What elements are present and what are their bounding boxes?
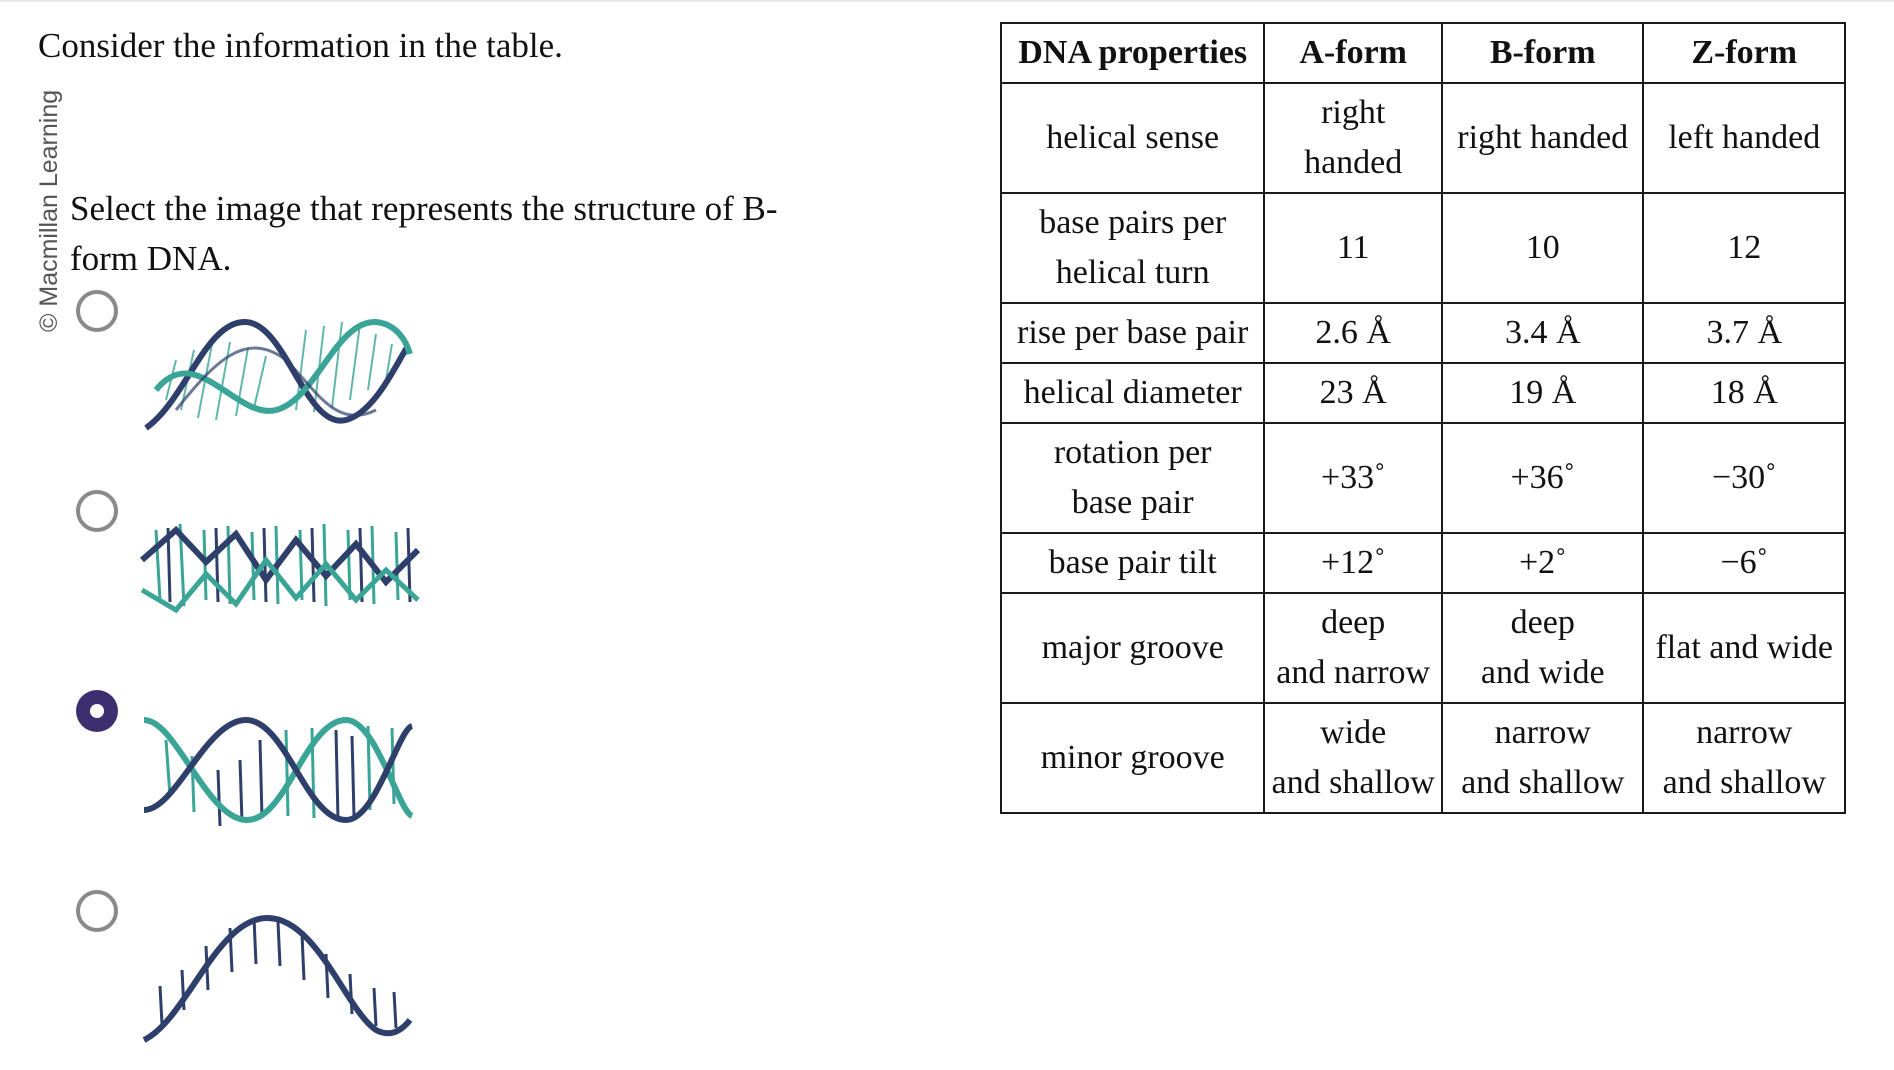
a-form-cell: 2.6 Å: [1264, 303, 1442, 363]
property-cell: minor groove: [1001, 703, 1264, 813]
dna-helix-b-form-image: [136, 700, 416, 850]
property-cell: rotation per base pair: [1001, 423, 1264, 533]
a-form-cell: +33˚: [1264, 423, 1442, 533]
property-cell: rise per base pair: [1001, 303, 1264, 363]
dna-properties-table: [1000, 22, 1846, 814]
header-b-form: B-form: [1442, 23, 1643, 83]
a-form-cell: +12˚: [1264, 533, 1442, 593]
property-cell: helical diameter: [1001, 363, 1264, 423]
answer-option-3[interactable]: [76, 690, 456, 870]
copyright-notice: © Macmillan Learning: [35, 89, 63, 332]
header-a-form: A-form: [1264, 23, 1442, 83]
z-form-cell: −6˚: [1643, 533, 1845, 593]
z-form-cell: left handed: [1643, 83, 1845, 193]
b-form-cell: 10: [1442, 193, 1643, 303]
b-form-cell: 19 Å: [1442, 363, 1643, 423]
top-divider: [0, 0, 1894, 2]
property-cell: major groove: [1001, 593, 1264, 703]
property-cell: helical sense: [1001, 83, 1264, 193]
a-form-cell: right handed: [1264, 83, 1442, 193]
dna-helix-a-form-image: [136, 300, 416, 450]
z-form-cell: 18 Å: [1643, 363, 1845, 423]
z-form-cell: flat and wide: [1643, 593, 1845, 703]
a-form-cell: deep and narrow: [1264, 593, 1442, 703]
header-z-form: Z-form: [1643, 23, 1845, 83]
answer-option-4[interactable]: [76, 890, 456, 1070]
radio-button-selected[interactable]: [76, 690, 118, 732]
table-row: [1001, 703, 1845, 813]
b-form-cell: +36˚: [1442, 423, 1643, 533]
radio-button[interactable]: [76, 890, 118, 932]
dna-single-strand-image: [136, 900, 416, 1050]
table-row: [1001, 193, 1845, 303]
table-row: [1001, 593, 1845, 703]
z-form-cell: 12: [1643, 193, 1845, 303]
a-form-cell: wide and shallow: [1264, 703, 1442, 813]
a-form-cell: 11: [1264, 193, 1442, 303]
z-form-cell: −30˚: [1643, 423, 1845, 533]
b-form-cell: 3.4 Å: [1442, 303, 1643, 363]
table-header-row: [1001, 23, 1845, 83]
answer-option-2[interactable]: [76, 490, 456, 670]
z-form-cell: 3.7 Å: [1643, 303, 1845, 363]
b-form-cell: +2˚: [1442, 533, 1643, 593]
table-row: [1001, 303, 1845, 363]
table-row: [1001, 423, 1845, 533]
b-form-cell: narrow and shallow: [1442, 703, 1643, 813]
header-dna-properties: DNA properties: [1001, 23, 1264, 83]
answer-option-1[interactable]: [76, 290, 456, 470]
property-cell: base pairs per helical turn: [1001, 193, 1264, 303]
question-prompt: Select the image that represents the structure of B-form DNA.: [70, 189, 778, 278]
b-form-cell: deep and wide: [1442, 593, 1643, 703]
b-form-cell: right handed: [1442, 83, 1643, 193]
property-cell: base pair tilt: [1001, 533, 1264, 593]
radio-button[interactable]: [76, 290, 118, 332]
a-form-cell: 23 Å: [1264, 363, 1442, 423]
dna-helix-z-form-image: [136, 500, 426, 630]
table-row: [1001, 533, 1845, 593]
table-row: [1001, 363, 1845, 423]
z-form-cell: narrow and shallow: [1643, 703, 1845, 813]
table-row: [1001, 83, 1845, 193]
intro-text: Consider the information in the table.: [38, 26, 563, 65]
radio-button[interactable]: [76, 490, 118, 532]
